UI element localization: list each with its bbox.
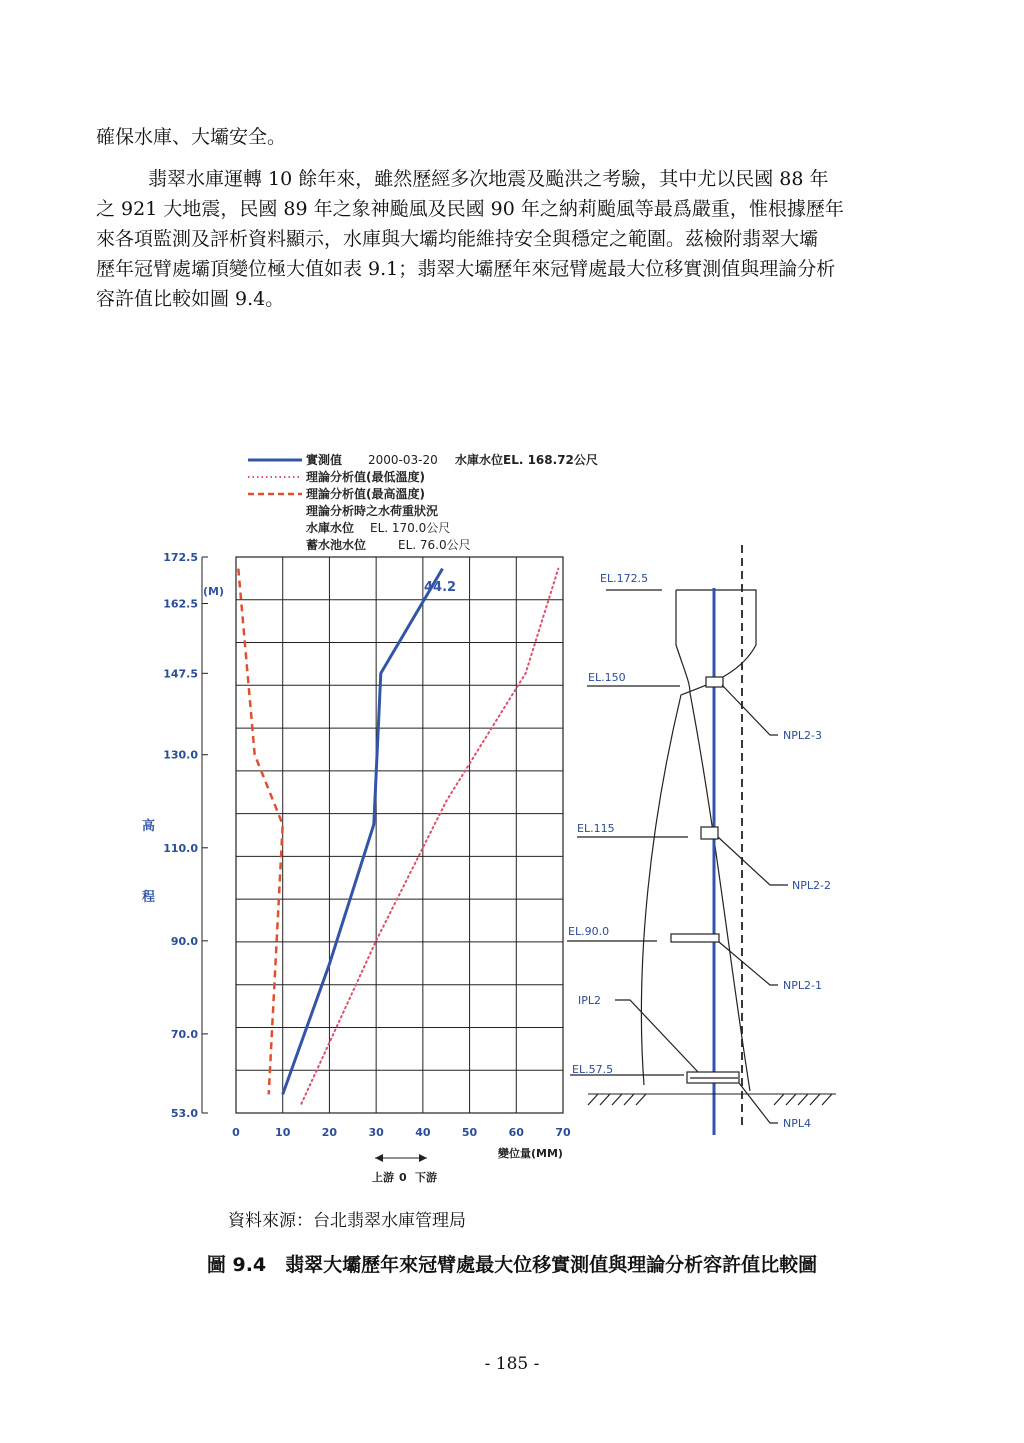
x-tick-label: 20 <box>321 1126 338 1139</box>
npl2-3-box <box>706 677 723 687</box>
y-tick-label: 147.5 <box>163 667 198 681</box>
dam-label-ipl2: IPL2 <box>578 994 602 1007</box>
npl2-2-leader <box>718 837 788 885</box>
peak-value-label: 44.2 <box>424 580 457 595</box>
dam-label-npl4: NPL4 <box>783 1117 811 1130</box>
npl2-1-leader <box>719 942 778 985</box>
y-tick-label: 110.0 <box>163 841 198 855</box>
legend-theory-max-label: 理論分析值(最高溫度) <box>306 487 425 501</box>
y-axis-label-bottom: 程 <box>142 890 156 905</box>
x-tick-label: 40 <box>415 1126 431 1139</box>
y-tick-label: 90.0 <box>170 934 198 948</box>
upstream-label: 上游 <box>372 1171 394 1184</box>
npl2-2-box <box>701 827 718 839</box>
chart-series <box>238 569 558 1104</box>
series-measured-line <box>283 569 443 1095</box>
dam-label-npl2-3: NPL2-3 <box>783 729 822 742</box>
legend-load-reservoir-value: EL. 170.0公尺 <box>370 521 451 535</box>
series-theory-max-line <box>238 569 282 1095</box>
y-tick-label: 172.5 <box>163 551 198 564</box>
y-axis-label-top: 高 <box>142 819 156 834</box>
legend-load-title: 理論分析時之水荷重狀況 <box>306 504 439 518</box>
npl2-1-box <box>671 934 719 942</box>
x-tick-label: 60 <box>508 1126 524 1139</box>
x-tick-label: 0 <box>232 1126 240 1139</box>
x-tick-label: 10 <box>275 1126 291 1139</box>
figure-caption: 圖 9.4 翡翠大壩歷年來冠臂處最大位移實測值與理論分析容許值比較圖 <box>206 1254 818 1276</box>
text-line: 容許值比較如圖 9.4。 <box>96 288 285 310</box>
npl2-3-leader <box>722 685 778 735</box>
legend-load-pool-label: 蓄水池水位 <box>306 538 367 552</box>
x-tick-label: 30 <box>368 1126 384 1139</box>
series-theory-min-line <box>301 569 558 1104</box>
y-tick-label: 53.0 <box>170 1107 198 1120</box>
page-number: - 185 - <box>484 1354 540 1374</box>
dam-label-el172: EL.172.5 <box>600 572 649 585</box>
y-axis <box>163 551 208 1120</box>
legend-theory-min-label: 理論分析值(最低溫度) <box>306 470 425 484</box>
downstream-label: 下游 <box>415 1171 437 1184</box>
legend-load-pool-value: EL. 76.0公尺 <box>398 538 471 552</box>
y-tick-label: 70.0 <box>170 1027 198 1041</box>
npl4-leader <box>739 1083 778 1123</box>
figure-source: 資料來源：台北翡翠水庫管理局 <box>228 1211 466 1231</box>
x-tick-label: 50 <box>461 1126 478 1139</box>
x-axis <box>232 1126 571 1139</box>
displacement-figure <box>130 445 870 1195</box>
text-line: 之 921 大地震，民國 89 年之象神颱風及民國 90 年之納莉颱風等最爲嚴重，惟根據歷年 <box>96 198 844 220</box>
dam-label-el150: EL.150 <box>588 671 626 684</box>
text-line: 確保水庫、大壩安全。 <box>96 126 287 148</box>
ipl2-leader <box>615 1000 698 1072</box>
dam-label-el115: EL.115 <box>577 822 615 835</box>
text-line: 來各項監測及評析資料顯示，水庫與大壩均能維持安全與穩定之範圍。茲檢附翡翠大壩 <box>96 228 819 250</box>
legend-load-reservoir-label: 水庫水位 <box>306 521 355 535</box>
dam-label-el57: EL.57.5 <box>572 1063 614 1076</box>
zero-label: 0 <box>399 1171 407 1184</box>
chart-legend <box>248 452 598 552</box>
intro-line <box>96 122 896 152</box>
x-axis-label: 變位量(MM) <box>498 1147 563 1160</box>
dam-label-npl2-1: NPL2-1 <box>783 979 822 992</box>
y-axis-unit: (M) <box>203 585 225 598</box>
dam-label-npl2-2: NPL2-2 <box>792 879 831 892</box>
y-tick-label: 130.0 <box>163 748 198 762</box>
legend-date: 2000-03-20 <box>368 453 438 467</box>
dam-cross-section <box>567 545 836 1135</box>
direction-indicator <box>372 1154 437 1184</box>
dam-label-el90: EL.90.0 <box>568 925 610 938</box>
legend-reservoir-level: 水庫水位EL. 168.72公尺 <box>455 453 598 467</box>
body-paragraph <box>96 164 896 314</box>
y-tick-label: 162.5 <box>163 597 198 611</box>
text-line: 翡翠水庫運轉 10 餘年來，雖然歷經多次地震及颱洪之考驗，其中尤以民國 88 年 <box>148 168 829 190</box>
legend-measured-label: 實測值 <box>306 453 343 467</box>
x-tick-label: 70 <box>555 1126 571 1139</box>
dam-labels <box>568 572 831 1130</box>
ground-hatch <box>588 1094 832 1105</box>
text-line: 歷年冠臂處壩頂變位極大值如表 9.1；翡翠大壩歷年來冠臂處最大位移實測值與理論分析 <box>96 258 836 280</box>
